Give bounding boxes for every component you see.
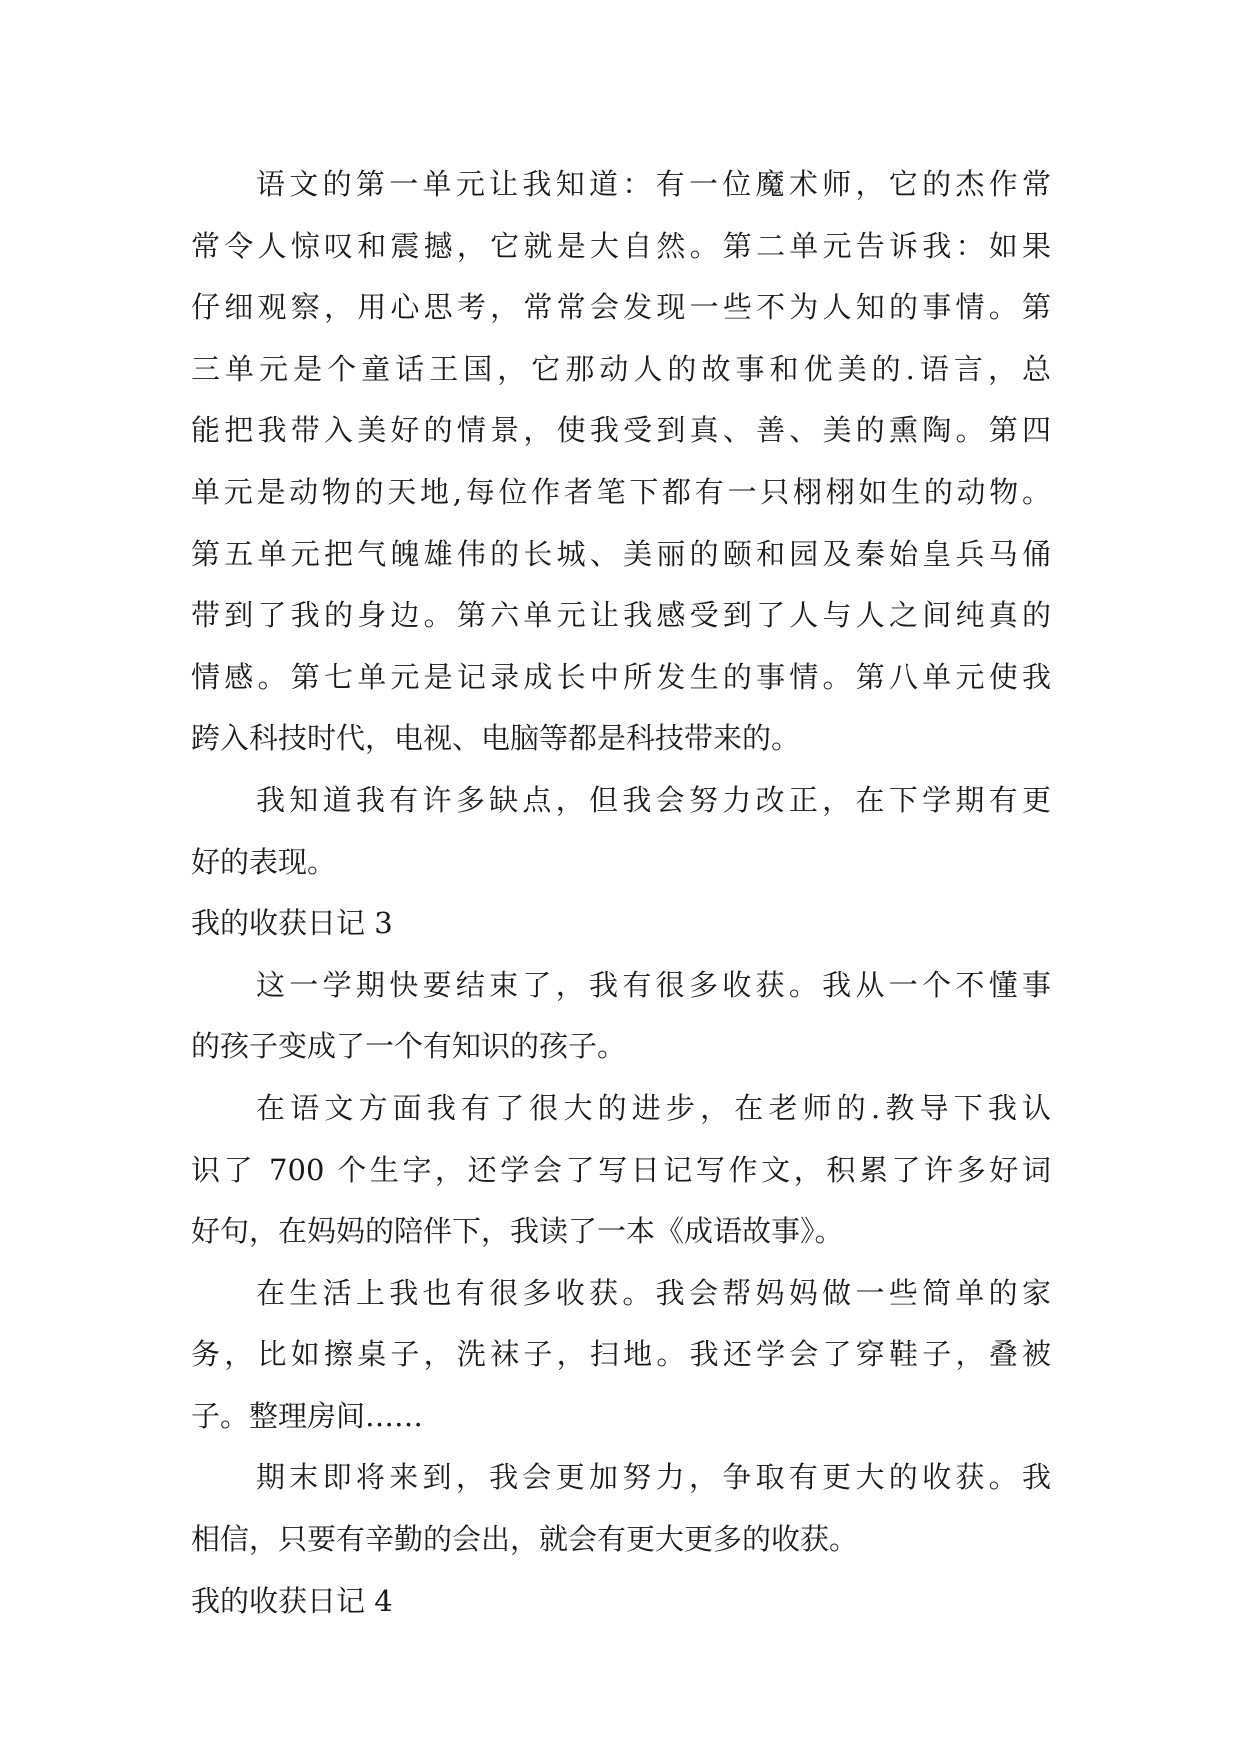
paragraph-line: 好的表现。 [191, 844, 337, 879]
paragraph-line: 带到了我的身边。第六单元让我感受到了人与人之间纯真的 [191, 598, 1051, 633]
paragraph-line: 我知道我有许多缺点，但我会努力改正，在下学期有更 [256, 782, 1051, 817]
paragraph-line: 能把我带入美好的情景，使我受到真、善、美的熏陶。第四 [191, 413, 1051, 448]
paragraph-line: 这一学期快要结束了，我有很多收获。我从一个不懂事 [256, 967, 1051, 1002]
paragraph-line: 第五单元把气魄雄伟的长城、美丽的颐和园及秦始皇兵马俑 [191, 536, 1051, 571]
paragraph-line: 常令人惊叹和震撼，它就是大自然。第二单元告诉我：如果 [191, 228, 1051, 263]
paragraph-line: 的孩子变成了一个有知识的孩子。 [191, 1029, 627, 1064]
paragraph-line: 跨入科技时代，电视、电脑等都是科技带来的。 [191, 721, 801, 756]
document-body [191, 154, 1051, 1632]
paragraph-line: 在语文方面我有了很大的进步，在老师的.教导下我认 [256, 1090, 1051, 1125]
paragraph-line: 在生活上我也有很多收获。我会帮妈妈做一些简单的家 [256, 1275, 1051, 1310]
paragraph-line: 语文的第一单元让我知道：有一位魔术师，它的杰作常 [256, 167, 1051, 201]
paragraph-line: 情感。第七单元是记录成长中所发生的事情。第八单元使我 [191, 659, 1051, 694]
paragraph-line: 识了 700 个生字，还学会了写日记写作文，积累了许多好词 [191, 1152, 1051, 1187]
paragraph-line: 期末即将来到，我会更加努力，争取有更大的收获。我 [256, 1460, 1051, 1495]
paragraph-line: 好句，在妈妈的陪伴下，我读了一本《成语故事》。 [191, 1214, 844, 1249]
section-heading: 我的收获日记 4 [191, 1583, 393, 1618]
paragraph-line: 务，比如擦桌子，洗袜子，扫地。我还学会了穿鞋子，叠被 [191, 1337, 1051, 1372]
paragraph-line: 三单元是个童话王国，它那动人的故事和优美的.语言，总 [191, 351, 1051, 386]
section-heading: 我的收获日记 3 [191, 906, 393, 941]
paragraph-line: 相信，只要有辛勤的会出，就会有更大更多的收获。 [191, 1522, 859, 1557]
paragraph-line: 单元是动物的天地,每位作者笔下都有一只栩栩如生的动物。 [191, 474, 1051, 509]
paragraph-line: 子。整理房间…… [191, 1398, 424, 1433]
paragraph-line: 仔细观察，用心思考，常常会发现一些不为人知的事情。第 [191, 290, 1051, 325]
